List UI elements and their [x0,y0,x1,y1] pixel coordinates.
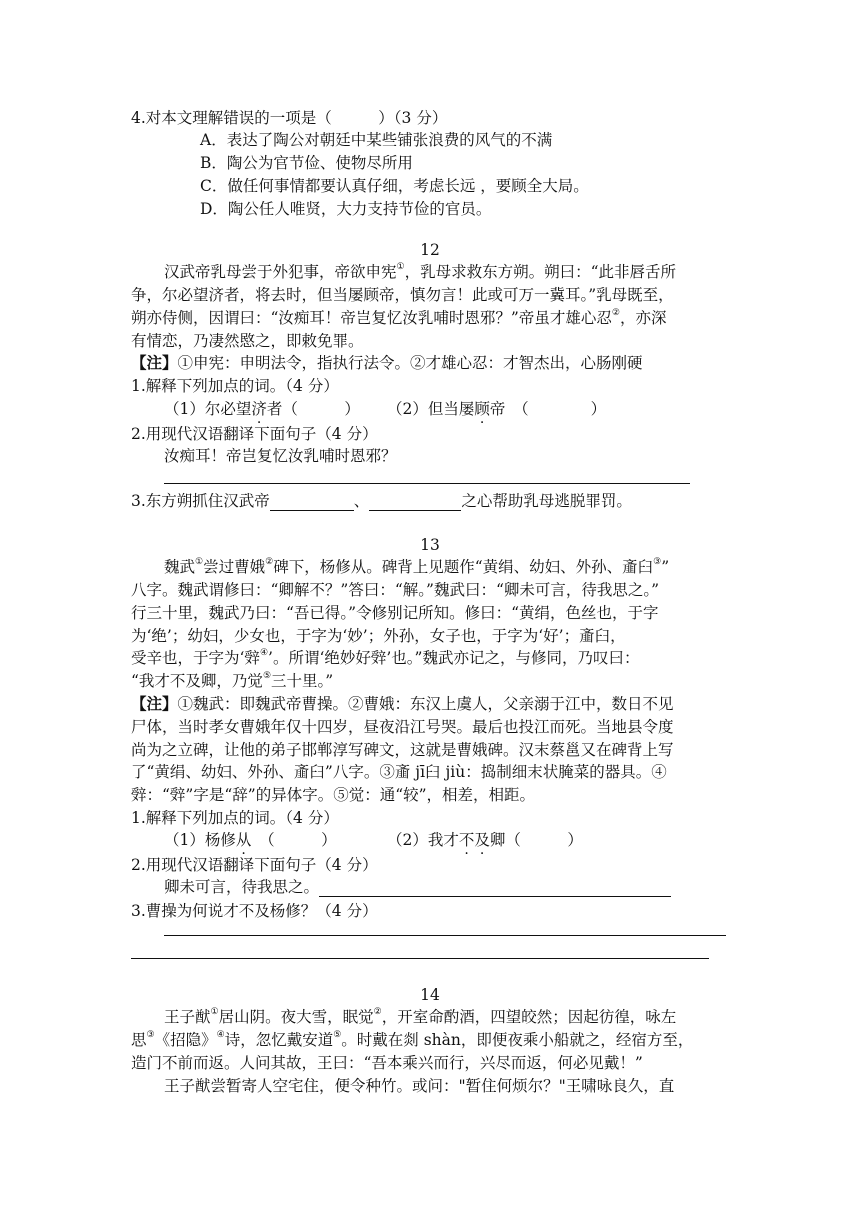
s14-paragraph-line-3: 造门不前而返。人问其故，王曰：“吾本乘兴而行，兴尽而返，何必见戴！” [131,1054,643,1072]
s12-paragraph-line-3: 朔亦侍侧，因谓曰：“汝痴耳！帝岂复忆汝乳哺时恩邪？”帝虽才雄心忍②，亦深 [131,308,667,327]
s14-paragraph-line-2: 思③《招隐》④诗，忽忆戴安道⑤。时戴在剡 shàn，即便夜乘小船就之，经宿方至， [131,1030,694,1049]
s13-question-2-sentence: 卿未可言，待我思之。 [164,877,671,897]
q4-option-a: A．表达了陶公对朝廷中某些铺张浪费的风气的不满 [200,131,553,149]
s12-question-3: 3.东方朔抓住汉武帝 、 之心帮助乳母逃脱罪罚。 [131,492,632,510]
s12-question-1a: （1）尔必望济者（ ） [164,400,360,418]
s13-paragraph-line-5: 受辛也，于字为‘辤④’。所谓‘绝妙好辤’也。”魏武亦记之，与修同，乃叹曰： [131,648,640,667]
s12-question-1: 1.解释下列加点的词。（4 分） [131,377,339,395]
s13-answer-line-2 [131,958,709,959]
q4-option-b: B．陶公为官节俭、使物尽所用 [200,154,413,172]
s13-paragraph-line-4: 为‘绝’；幼妇，少女也，于字为‘妙’；外孙，女子也，于字为‘好’；齑臼， [131,627,626,645]
q4-option-c: C．做任何事情都要认真仔细，考虑长远 ，要顾全大局。 [200,177,589,195]
s13-note-line-4: 了“黄绢、幼妇、外孙、齑臼”八字。③齑 jī臼 jiù：捣制细末状腌菜的器具。④ [131,763,667,781]
s13-paragraph-line-6: “我才不及卿，乃觉⑤三十里。” [131,671,334,690]
s13-paragraph-line-2: 八字。魏武谓修曰：“卿解不？”答曰：“解。”魏武曰：“卿未可言，待我思之。” [131,581,660,599]
s13-paragraph-line-3: 行三十里，魏武乃曰：“吾已得。”令修别记所知。修曰：“黄绢，色丝也，于字 [131,604,659,622]
s13-answer-line-1 [164,935,726,936]
s13-question-2: 2.用现代汉语翻译下面句子（4 分） [131,856,378,874]
s13-question-1: 1.解释下列加点的词。（4 分） [131,809,339,827]
s13-note-line-2: 尸体，当时孝女曹娥年仅十四岁，昼夜沿江号哭。最后也投江而死。当地县令度 [131,718,674,736]
s12-question-1b: （2）但当屡顾帝 （ ） [387,400,607,418]
s13-question-1a: （1）杨修从 （ ） [164,831,337,849]
s13-question-3: 3.曹操为何说才不及杨修？（4 分） [131,902,378,920]
s13-paragraph-line-1: 魏武①尝过曹娥②碑下，杨修从。碑背上见题作“黄绢、幼妇、外孙、齑臼③” [164,557,670,576]
s12-note: 【注】①申宪：申明法令，指执行法令。②才雄心忍：才智杰出，心肠刚硬 [131,353,643,372]
section-number-13: 13 [420,536,440,554]
s12-paragraph-line-4: 有情恋，乃凄然愍之，即敕免罪。 [131,332,364,350]
q4-stem: 4.对本文理解错误的一项是（ ）（3 分） [131,109,448,127]
s12-question-2-sentence: 汝痴耳！帝岂复忆汝乳哺时恩邪？ [164,447,397,465]
s13-question-1b: （2）我才不及卿（ ） [387,831,583,849]
s14-paragraph-line-1: 王子猷①居山阴。夜大雪，眠觉②，开室命酌酒，四望皎然；因起彷徨，咏左 [164,1007,677,1026]
q4-option-d: D．陶公任人唯贤，大力支持节俭的官员。 [200,200,492,218]
s12-paragraph-line-1: 汉武帝乳母尝于外犯事，帝欲申宪①，乳母求救东方朔。朔曰：“此非唇舌所 [164,262,677,281]
s13-note-line-1: 【注】①魏武：即魏武帝曹操。②曹娥：东汉上虞人，父亲溺于江中，数日不见 [131,694,674,713]
s13-note-line-5: 辤：“辤”字是“辞”的异体字。⑤觉：通“较”，相差，相距。 [131,786,536,804]
s13-answer-blank[interactable] [319,880,671,897]
section-number-12: 12 [420,241,440,259]
section-number-14: 14 [420,986,440,1004]
s13-note-line-3: 尚为之立碑，让他的弟子邯郸淳写碑文，这就是曹娥碑。汉末蔡邕又在碑背上写 [131,741,674,759]
s14-paragraph-line-4: 王子猷尝暂寄人空宅住，便令种竹。或问："暂住何烦尔？"王啸咏良久，直 [164,1077,675,1095]
s12-paragraph-line-2: 争，尔必望济者，将去时，但当屡顾帝，慎勿言！此或可万一冀耳。”乳母既至， [131,286,674,304]
s12-question-2: 2.用现代汉语翻译下面句子（4 分） [131,425,378,443]
blank-1[interactable] [270,494,354,511]
blank-2[interactable] [369,494,461,511]
s12-answer-line [164,483,690,484]
